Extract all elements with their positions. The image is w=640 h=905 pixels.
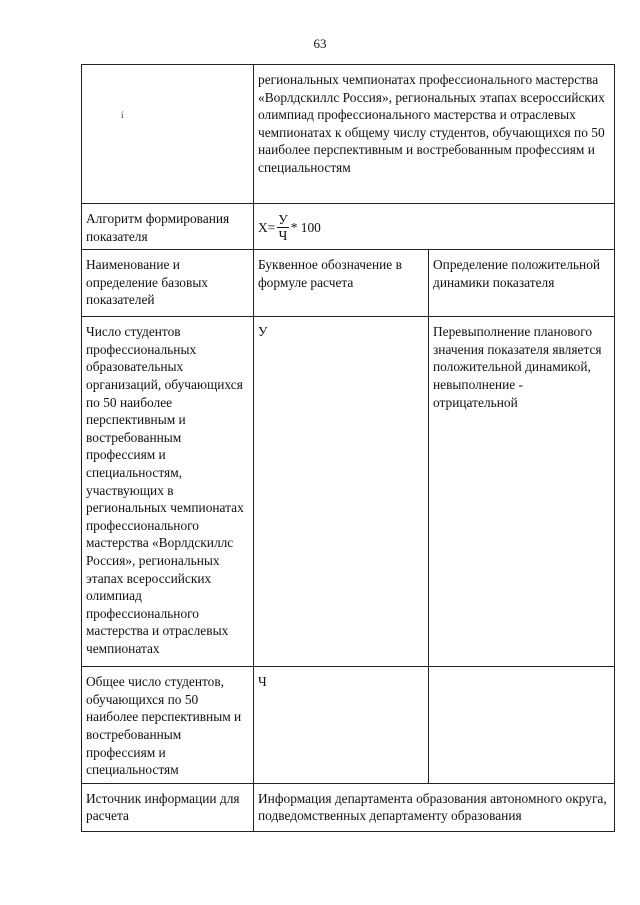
formula-left: X= [258, 219, 276, 235]
table-row [82, 667, 615, 784]
stray-mark: í [121, 110, 124, 120]
algorithm-label: Алгоритм формирования показателя [82, 204, 254, 250]
indicator-table [81, 64, 615, 832]
table-row-algorithm [82, 204, 615, 250]
table-row-intro [82, 65, 615, 204]
source-text: Информация департамента образования автономного округа, подведомственных департаменту образования [254, 783, 615, 831]
row-symbol: У [254, 317, 429, 667]
row-symbol: Ч [254, 667, 429, 784]
row-name: Число студентов профессиональных образовательных организаций, обучающихся по 50 наиболее перспективным и востребованным профессиям и специальностям, участвующих в региональных чемпионатах профессионального мастерства «Ворлдскиллс Россия», региональных этапах всероссийских олимпиад профессионального мастерства и отраслевых чемпионатах [82, 317, 254, 667]
source-label: Источник информации для расчета [82, 783, 254, 831]
row-dynamics [429, 667, 615, 784]
page-number: 63 [313, 36, 327, 51]
formula-fraction [277, 212, 288, 243]
formula-denominator: Ч [278, 228, 288, 243]
algorithm-formula-cell [254, 204, 615, 250]
table-header-row [82, 250, 615, 317]
intro-empty-cell [82, 65, 254, 204]
intro-text: региональных чемпионатах профессионального мастерства «Ворлдскиллс Россия», региональных этапах всероссийских олимпиад профессионального мастерства и отраслевых чемпионатах к общему числу студентов, обучающихся по 50 наиболее перспективным и востребованным профессиям и специальностям [254, 65, 615, 204]
formula-numerator: У [278, 212, 288, 227]
header-col1: Наименование и определение базовых показателей [82, 250, 254, 317]
table-row [82, 317, 615, 667]
row-name: Общее число студентов, обучающихся по 50 наиболее перспективным и востребованным профессиям и специальностям [82, 667, 254, 784]
formula-right: * 100 [290, 219, 321, 235]
header-col3: Определение положительной динамики показателя [429, 250, 615, 317]
formula [258, 212, 321, 243]
header-col2: Буквенное обозначение в формуле расчета [254, 250, 429, 317]
table-row-source [82, 783, 615, 831]
row-dynamics: Перевыполнение планового значения показателя является положительной динамикой, невыполнение - отрицательной [429, 317, 615, 667]
